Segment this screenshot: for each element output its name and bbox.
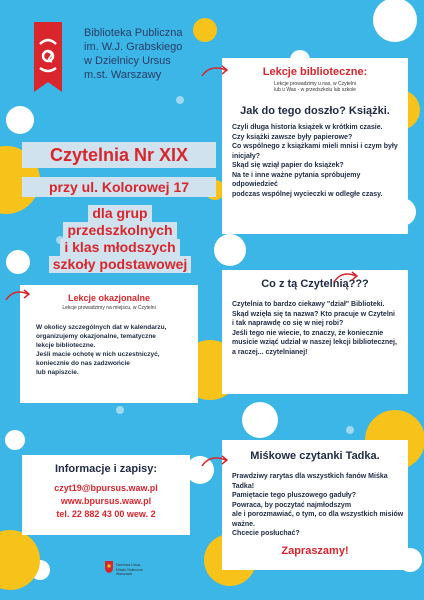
- body-line: Skąd się wziął papier do książek?: [232, 162, 344, 169]
- body-line: Tadka!: [232, 482, 255, 490]
- library-lessons-subtitle: lub u Was - w przedszkolu lub szkole: [274, 87, 356, 93]
- body-line: Jeśli macie ochotę w nich uczestniczyć,: [36, 351, 160, 358]
- library-lessons-card: [222, 58, 408, 234]
- body-line: Jeśli tego nie wiecie, to znaczy, że koniecznie: [232, 329, 384, 337]
- body-line: Prawdziwy rarytas dla wszystkich fanów Miśka: [232, 473, 388, 480]
- library-lessons-title: Lekcje biblioteczne:: [262, 66, 368, 78]
- info-heading: Informacje i zapisy:: [54, 463, 158, 475]
- footer-line: Warszawa: [116, 572, 133, 576]
- reading-room-heading: Co z tą Czytelnią???: [261, 278, 369, 290]
- warsaw-crest-icon: [104, 560, 114, 574]
- audience-line: i klas młodszych: [60, 239, 179, 256]
- body-line: koniecznie do nas zadzwońcie: [36, 360, 130, 367]
- arrow-icon: [200, 452, 230, 472]
- info-email[interactable]: czyt19@bpursus.waw.pl: [54, 483, 158, 493]
- audience-line: dla grup: [88, 205, 151, 222]
- body-line: i tak naprawdę co się w niej robi?: [232, 320, 344, 327]
- arrow-icon: [200, 62, 230, 82]
- library-logo: [28, 22, 68, 92]
- library-lessons-heading: Jak do tego doszło? Książki.: [240, 105, 390, 117]
- library-name-line: im. W.J. Grabskiego: [84, 41, 183, 53]
- body-line: Na te i inne ważne pytania spróbujemy odpowiedzieć: [232, 171, 361, 188]
- info-website[interactable]: www.bpursus.waw.pl: [60, 496, 152, 506]
- reading-room-address: przy ul. Kolorowej 17: [22, 177, 216, 197]
- body-line: musicie wziąć udział w naszej lekcji bibliotecznej,: [232, 339, 397, 346]
- body-line: Co wspólnego z książkami mieli mnisi i czym były: [232, 143, 398, 150]
- body-line: Czyli długa historia książek w krótkim czasie.: [232, 124, 383, 131]
- body-line: Pamiętacie tego pluszowego gaduły?: [232, 492, 357, 499]
- body-line: Czytelnia to bardzo ciekawy "dział" Biblioteki.: [232, 301, 385, 308]
- library-name-line: Biblioteka Publiczna: [84, 27, 183, 39]
- reading-room-card: [222, 270, 408, 394]
- library-name-line: m.st. Warszawy: [84, 69, 162, 81]
- library-name-line: w Dzielnicy Ursus: [84, 55, 171, 67]
- reading-room-title: Czytelnia Nr XIX: [22, 142, 216, 168]
- body-line: lekcje biblioteczne.: [36, 342, 96, 349]
- info-phone: tel. 22 882 43 00 wew. 2: [56, 509, 156, 519]
- tadek-closing: Zapraszamy!: [281, 544, 349, 557]
- audience-line: szkoły podstawowej: [49, 256, 192, 273]
- tadek-card: [222, 440, 408, 570]
- footer-line: Miasto Stołeczne: [116, 567, 143, 572]
- body-line: a raczej... czytelnianej!: [232, 348, 308, 356]
- arrow-icon: [332, 268, 360, 288]
- svg-text:~: ~: [38, 51, 63, 63]
- body-line: ale i porozmawiać, o tym, co dla wszystkich misiów: [232, 511, 404, 518]
- body-line: ważne.: [232, 520, 255, 528]
- reading-room-body: [232, 300, 408, 357]
- occasional-lessons-title: Lekcje okazjonalne: [67, 293, 151, 303]
- body-line: podczas wspólnej wycieczki w odległe czasy.: [232, 190, 383, 198]
- occasional-lessons-card: [20, 285, 198, 403]
- footer-line: Dzielnica Ursus: [116, 563, 141, 567]
- library-lessons-body: [232, 123, 408, 199]
- tadek-body: [232, 472, 408, 539]
- audience-block: [30, 205, 210, 273]
- body-line: Powraca, by poczytać najmłodszym: [232, 501, 352, 509]
- library-lessons-subtitle: Lekcje prowadzimy u nas, w Czytelni: [274, 81, 356, 87]
- body-line: lub napiszcie.: [36, 369, 79, 376]
- tadek-heading: Miśkowe czytanki Tadka.: [250, 450, 380, 462]
- info-card: [22, 455, 190, 535]
- occasional-lessons-subtitle: Lekcje prowadzimy na miejscu, w Czytelni: [62, 305, 156, 311]
- arrow-icon: [4, 286, 32, 306]
- body-line: inicjały?: [232, 152, 261, 160]
- body-line: Czy książki zawsze były papierowe?: [232, 133, 353, 141]
- body-line: Chcecie posłuchać?: [232, 530, 300, 537]
- occasional-lessons-body: [36, 323, 198, 377]
- body-line: W okolicy szczególnych dat w kalendarzu,: [36, 324, 167, 331]
- body-line: organizujemy okazjonalne, tematyczne: [36, 333, 156, 340]
- audience-line: przedszkolnych: [63, 222, 176, 239]
- footer-text: [116, 563, 176, 577]
- body-line: Skąd wzięła się ta nazwa? Kto pracuje w Czytelni: [232, 310, 395, 318]
